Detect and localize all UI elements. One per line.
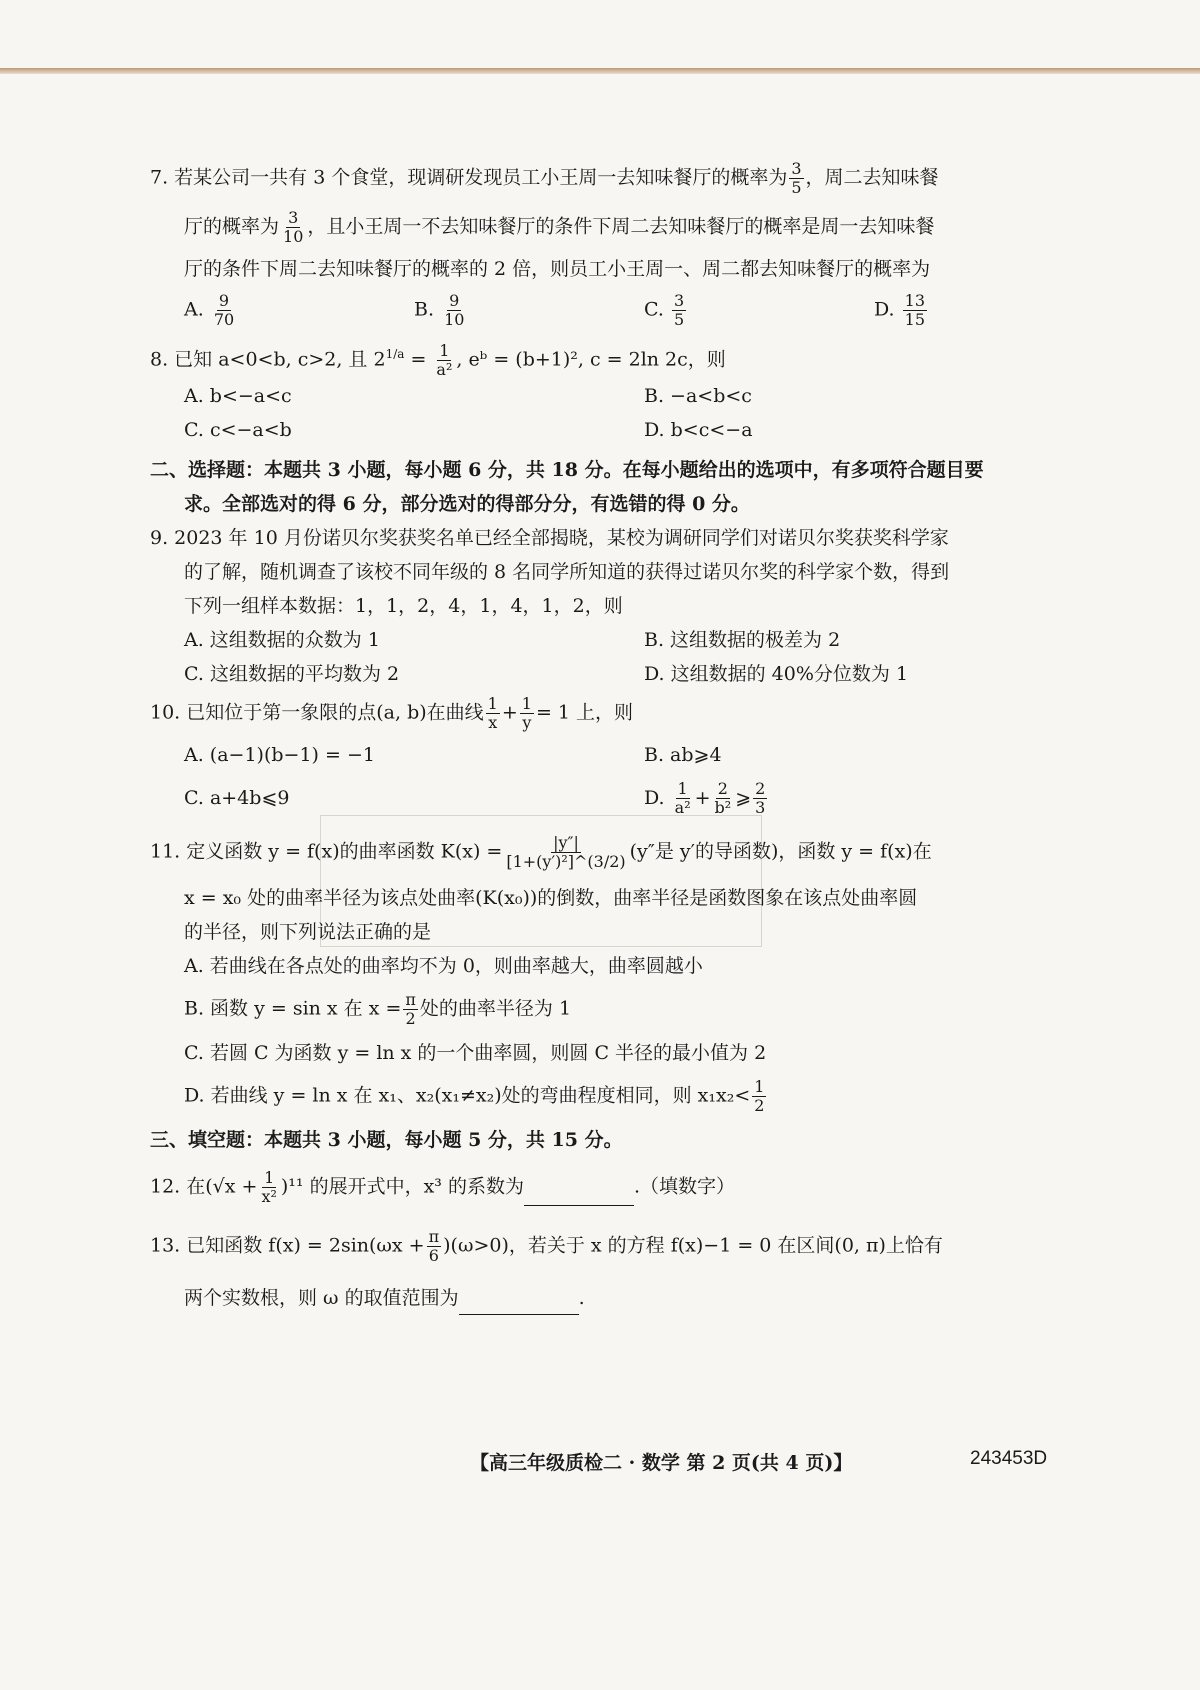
- q10-option-d[interactable]: D. $\frac{1}{\text{a²}}$ + $\frac{2}{\text{b²}}$ ⩾ $\frac{2}{3}$: [644, 779, 766, 818]
- q10-option-c[interactable]: C. a+4b⩽9: [184, 786, 290, 809]
- q7-option-d[interactable]: D. $\frac{13}{15}$: [874, 291, 926, 329]
- q8-option-b[interactable]: B. −a<b<c: [644, 384, 752, 407]
- question-8: 8. 已知 a<0<b, c>2, 且 $2^{1/a}$ = $\frac{1}{\text{a²}}$ , eᵇ = (b+1)², c = 2ln 2c，则 A. b<−a<c B. −a<b<c C. c<−a<b D. b<c<−a: [150, 337, 1070, 447]
- question-7: 7. 若某公司一共有 3 个食堂，现调研发现员工小王周一去知味餐厅的概率为 $\frac{3}{5}$ ，周二去知味餐 厅的概率为 $\frac{3}{10}$ ，且小王周一不去知味餐厅的条件下周二去知味餐厅的概率是周一去知味餐 厅的条件下周二去知味餐厅的概率的 2 倍，则员工小王周一、周二都去知味餐厅的概率为 A. $\frac{9}{70}$ B. $\frac{9}{10}$ C. $\frac{3}{5}$ D. $\frac{13}{15}$: [150, 160, 1070, 329]
- q11-option-b[interactable]: B. 函数 y = sin x 在 x = $\frac{\pi}{2}$ 处的曲率半径为 1: [184, 989, 572, 1028]
- q7-option-b[interactable]: B. $\frac{9}{10}$: [414, 291, 465, 329]
- q10-option-b[interactable]: B. ab⩾4: [644, 743, 722, 766]
- q8-options: [150, 379, 1070, 447]
- q9-option-d[interactable]: D. 这组数据的 40%分位数为 1: [644, 662, 909, 685]
- q7-fraction-1: $\frac{3}{5}$: [791, 159, 802, 197]
- page-content: [150, 160, 1070, 1315]
- question-12: 12. 在(√x + $\frac{1}{\text{x²}}$ )¹¹ 的展开式中，x³ 的系数为 .（填数字）: [150, 1167, 735, 1206]
- q12-answer-blank[interactable]: [524, 1185, 634, 1206]
- q7-options: [150, 292, 1070, 329]
- q9-option-a[interactable]: A. 这组数据的众数为 1: [184, 628, 380, 651]
- q7-option-c[interactable]: C. $\frac{3}{5}$: [644, 291, 685, 329]
- footer-code: 243453D: [970, 1448, 1048, 1469]
- q10-option-a[interactable]: A. (a−1)(b−1) = −1: [184, 743, 375, 766]
- section-2-heading: 二、选择题：本题共 3 小题，每小题 6 分，共 18 分。在每小题给出的选项中，有多项符合题目要 求。全部选对的得 6 分，部分选对的得部分分，有选错的得 0 分。: [150, 458, 984, 515]
- q11-option-a[interactable]: A. 若曲线在各点处的曲率均不为 0，则曲率越大，曲率圆越小: [184, 954, 703, 977]
- section-3-heading: 三、填空题：本题共 3 小题，每小题 5 分，共 15 分。: [150, 1128, 623, 1151]
- q7-line1: 7. 若某公司一共有 3 个食堂，现调研发现员工小王周一去知味餐厅的概率为: [150, 166, 788, 189]
- question-11: 11. 定义函数 y = f(x)的曲率函数 K(x) = $\frac{|y''|}{\text{[1+(y′)²]\textasciicircum{}(3/2)}}$ (y″是 y′的导函数)，函数 y = f(x)在 x = x₀ 处的曲率半径为该点处曲率(K(x₀))的倒数，曲率半径是函数图象在该点处曲率圆 的半径，则下列说法正确的是 A. 若曲线在各点处的曲率均不为 0，则曲率越大，曲率圆越小 B. 函数 y = sin x 在 x = $\frac{\pi}{2}$ 处的曲率半径为 1 C. 若圆 C 为函数 y = ln x 的一个曲率圆，则圆 C 半径的最小值为 2 D. 若曲线 y = ln x 在 x₁、x₂(x₁≠x₂)处的弯曲程度相同，则 x₁x₂< $\frac{1}{2}$: [150, 834, 1070, 1115]
- q7-line3: 厅的条件下周二去知味餐厅的概率的 2 倍，则员工小王周一、周二都去知味餐厅的概率为: [184, 258, 931, 280]
- q8-exponent: 1/a: [385, 347, 405, 361]
- q11-option-c[interactable]: C. 若圆 C 为函数 y = ln x 的一个曲率圆，则圆 C 半径的最小值为 2: [184, 1041, 767, 1064]
- question-9: 9. 2023 年 10 月份诺贝尔奖获奖名单已经全部揭晓，某校为调研同学们对诺贝尔奖获奖科学家 的了解，随机调查了该校不同年级的 8 名同学所知道的获得过诺贝尔奖的科学家个数，得到 下列一组样本数据：1，1，2，4，1，4，1，2，则 A. 这组数据的众数为 1 B. 这组数据的极差为 2 C. 这组数据的平均数为 2 D. 这组数据的 40%分位数为 1: [150, 521, 1070, 691]
- q10-options: [150, 738, 1070, 824]
- question-10: 10. 已知位于第一象限的点(a, b)在曲线 $\frac{1}{x}$ + $\frac{1}{y}$ = 1 上，则 A. (a−1)(b−1) = −1 B. ab⩾4 C. a+4b⩽9 D. $\frac{1}{\text{a²}}$ + $\frac{2}{\text{b²}}$ ⩾ $\frac{2}{3}$: [150, 695, 1070, 824]
- q8-option-d[interactable]: D. b<c<−a: [644, 418, 753, 441]
- q7-fraction-2: $\frac{3}{10}$: [283, 208, 304, 246]
- curvature-formula: $\frac{|y''|}{\text{[1+(y′)²]\textasciicircum{}(3/2)}}$: [506, 832, 626, 871]
- question-13: 13. 已知函数 f(x) = 2sin(ωx + $\frac{\pi}{6}$ )(ω>0)，若关于 x 的方程 f(x)−1 = 0 在区间(0, π)上恰有 两个实数根，则 ω 的取值范围为 .: [150, 1228, 1070, 1315]
- q11-option-d[interactable]: D. 若曲线 y = ln x 在 x₁、x₂(x₁≠x₂)处的弯曲程度相同，则 x₁x₂< $\frac{1}{2}$: [184, 1076, 765, 1115]
- footer-title: 【高三年级质检二 · 数学 第 2 页(共 4 页)】: [470, 1452, 853, 1474]
- q9-option-b[interactable]: B. 这组数据的极差为 2: [644, 628, 841, 651]
- q13-answer-blank[interactable]: [459, 1294, 579, 1315]
- q8-option-c[interactable]: C. c<−a<b: [184, 418, 292, 441]
- q9-options: [150, 623, 1070, 691]
- page-top-edge: [0, 68, 1200, 74]
- q8-option-a[interactable]: A. b<−a<c: [184, 384, 292, 407]
- q9-option-c[interactable]: C. 这组数据的平均数为 2: [184, 662, 400, 685]
- q7-option-a[interactable]: A. $\frac{9}{70}$: [184, 291, 235, 329]
